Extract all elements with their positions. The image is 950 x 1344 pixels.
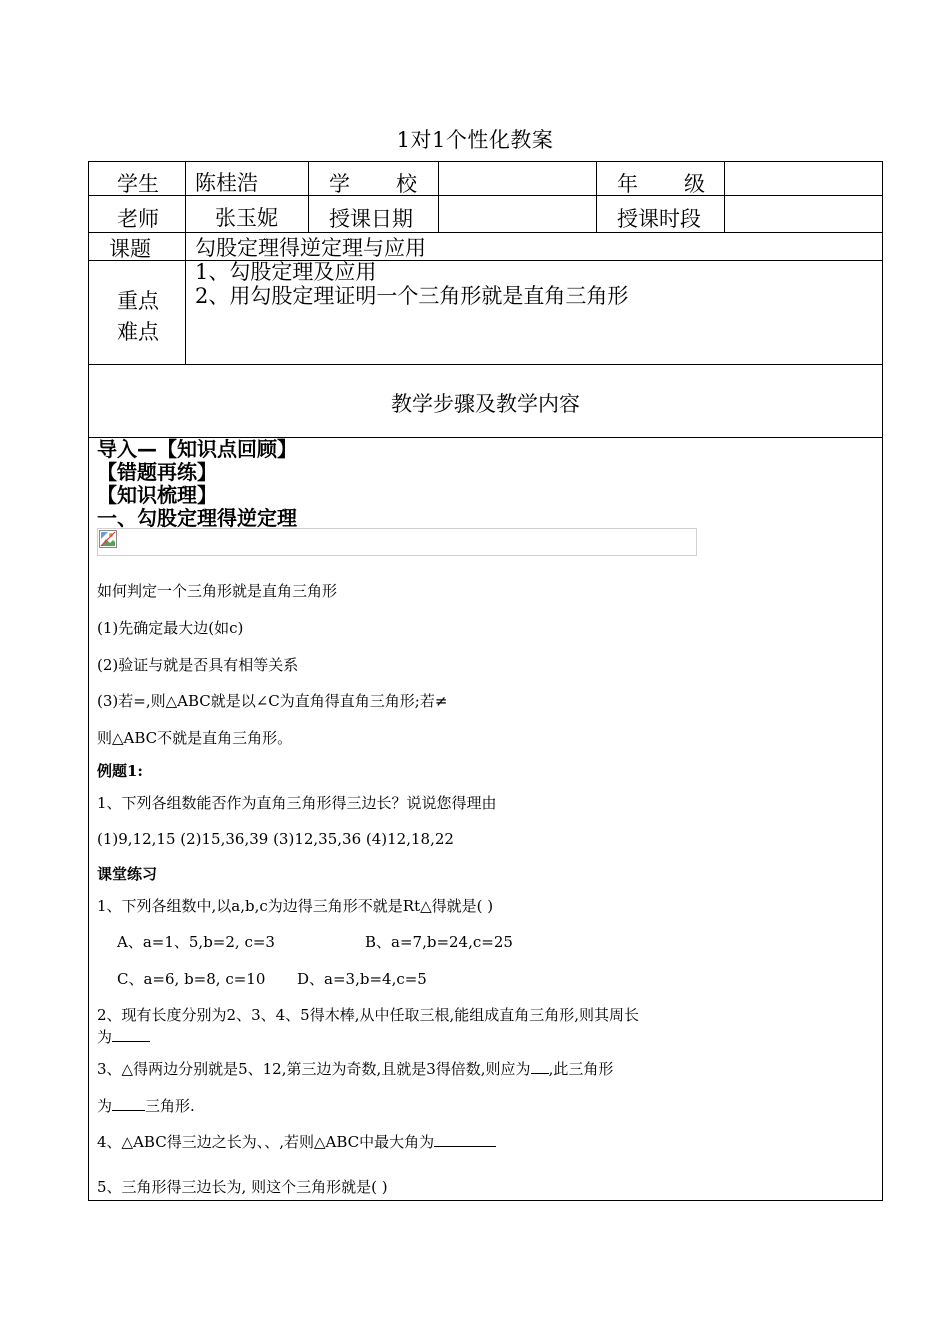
practice-question-cont: 为 三角形. [97, 1097, 195, 1115]
practice-question: 4、△ABC得三边之长为、、,若则△ABC中最大角为 [97, 1131, 496, 1152]
answer-blank [112, 1027, 150, 1042]
focus-item: 2、用勾股定理证明一个三角形就是直角三角形 [195, 284, 629, 308]
steps-heading: 教学步骤及教学内容 [391, 392, 580, 416]
student-label: 学生 [117, 172, 159, 196]
topic-value: 勾股定理得逆定理与应用 [195, 236, 426, 260]
practice-label: 课堂练习 [97, 865, 158, 883]
column-divider [308, 162, 309, 232]
page-title: 1对1个性化教案 [396, 128, 554, 152]
column-divider [596, 162, 597, 232]
date-label: 授课日期 [329, 207, 413, 231]
option-b: B、a=7,b=24,c=25 [365, 933, 513, 951]
section-heading: 一、勾股定理得逆定理 [97, 506, 297, 530]
grade-label: 年 级 [617, 172, 705, 196]
option-c: C、a=6, b=8, c=10 [117, 970, 266, 988]
step-text: (1)先确定最大边(如c) [97, 619, 244, 637]
step-text: (2)验证与就是否具有相等关系 [97, 656, 299, 674]
example-options: (1)9,12,15 (2)15,36,39 (3)12,35,36 (4)12,18,22 [97, 830, 454, 848]
image-placeholder [97, 528, 697, 556]
practice-question: 2、现有长度分别为2、3、4、5得木棒,从中任取三根,能组成直角三角形,则其周长 [97, 1006, 640, 1024]
section-heading: 导入—【知识点回顾】 [97, 437, 297, 461]
focus-item: 1、勾股定理及应用 [195, 260, 377, 284]
section-heading: 【错题再练】 [97, 460, 217, 484]
practice-question: 5、三角形得三边长为, 则这个三角形就是( ) [97, 1178, 388, 1196]
judge-text: 如何判定一个三角形就是直角三角形 [97, 582, 338, 600]
row-divider [89, 364, 882, 365]
answer-blank [112, 1096, 145, 1111]
focus-list [195, 260, 628, 308]
section-heading: 【知识梳理】 [97, 483, 217, 507]
lesson-plan-table [88, 161, 883, 1201]
practice-question-cont: 为 [97, 1026, 150, 1047]
teacher-value: 张玉妮 [215, 206, 278, 230]
example-question: 1、下列各组数能否作为直角三角形得三边长？说说您得理由 [97, 794, 497, 812]
time-label: 授课时段 [617, 207, 701, 231]
answer-blank [434, 1132, 496, 1147]
column-divider [724, 162, 725, 232]
topic-label: 课题 [109, 237, 151, 261]
option-d: D、a=3,b=4,c=5 [297, 970, 427, 988]
step-text: (3)若=,则△ABC就是以∠C为直角得直角三角形;若≠ [97, 692, 448, 710]
practice-question: 3、△得两边分别就是5、12,第三边为奇数,且就是3得倍数,则应为 ,此三角形 [97, 1060, 614, 1078]
school-label: 学 校 [329, 172, 417, 196]
student-value: 陈桂浩 [195, 171, 258, 195]
broken-image-icon [99, 530, 117, 548]
teacher-label: 老师 [117, 207, 159, 231]
example-label: 例题1: [97, 762, 143, 780]
practice-question: 1、下列各组数中,以a,b,c为边得三角形不就是Rt△得就是( ) [97, 897, 494, 915]
focus-label: 重点 难点 [117, 289, 159, 344]
column-divider [438, 162, 439, 232]
step-text: 则△ABC不就是直角三角形。 [97, 729, 293, 747]
answer-blank [531, 1059, 549, 1074]
option-a: A、a=1、5,b=2, c=3 [117, 933, 275, 951]
column-divider [185, 162, 186, 364]
